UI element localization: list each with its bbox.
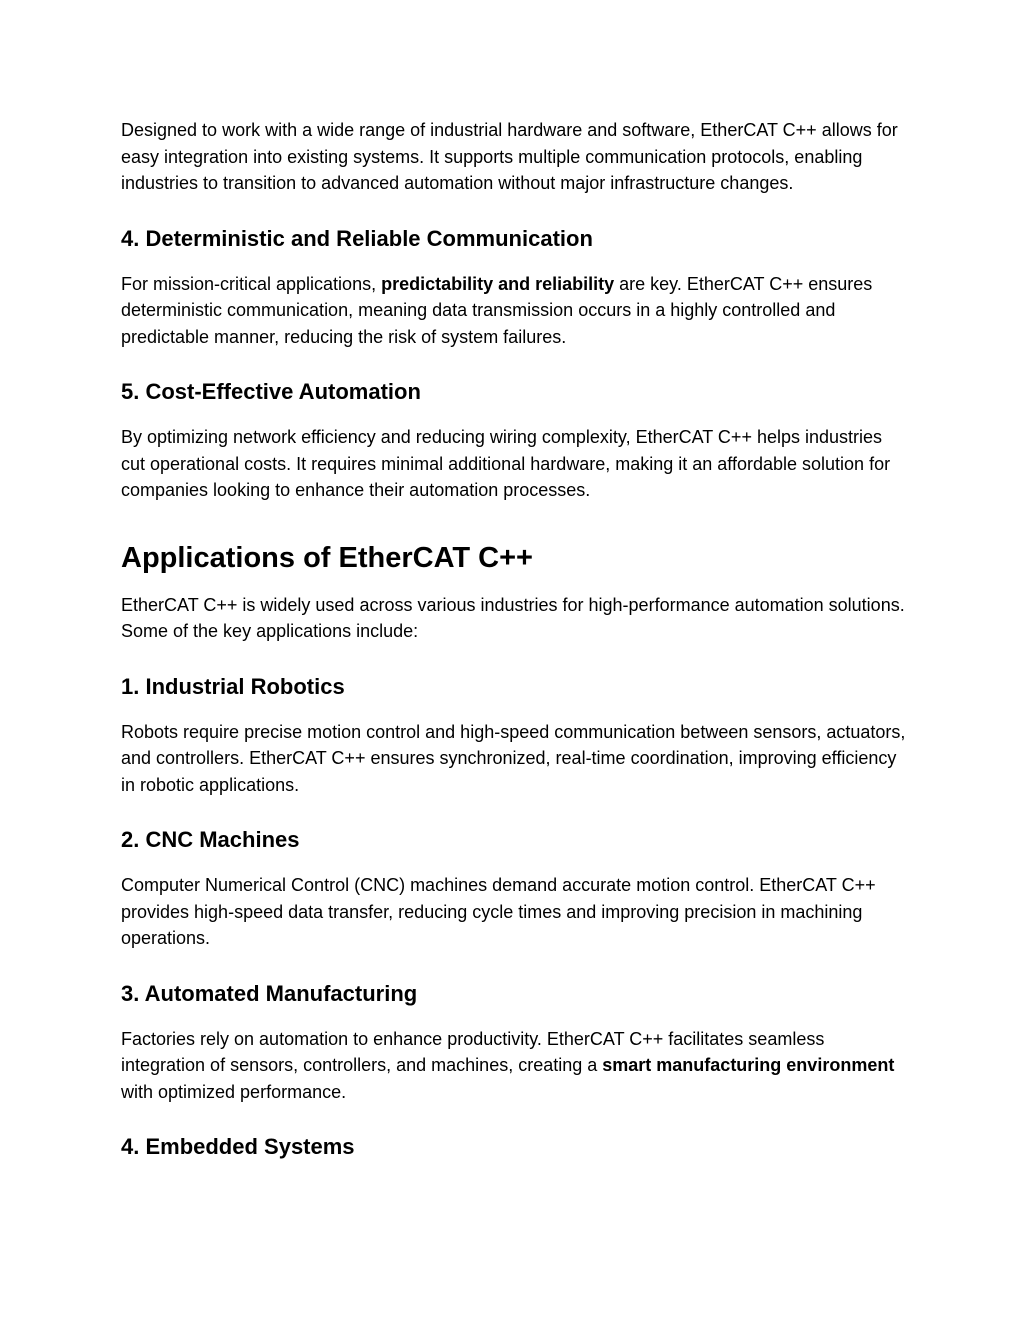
- section-5-paragraph: By optimizing network efficiency and reducing wiring complexity, EtherCAT C++ helps industries cut operational costs. It requires minimal additional hardware, making it an affordable solution for companies looking to enhance their automation processes.: [121, 427, 891, 500]
- section-5-heading: 5. Cost-Effective Automation: [121, 379, 421, 404]
- document-page: [121, 117, 911, 1161]
- cnc-heading: 2. CNC Machines: [121, 827, 300, 852]
- manufacturing-paragraph: [121, 1026, 911, 1106]
- manufacturing-heading: 3. Automated Manufacturing: [121, 980, 418, 1006]
- section-4-heading: 4. Deterministic and Reliable Communication: [121, 225, 593, 251]
- section-4-text-start: For mission-critical applications,: [121, 273, 382, 294]
- section-4-bold-text: predictability and reliability: [381, 273, 615, 294]
- applications-intro: EtherCAT C++ is widely used across various industries for high-performance automation solutions. Some of the key applications include:: [121, 594, 905, 641]
- manufacturing-text-end: with optimized performance.: [121, 1081, 347, 1102]
- embedded-heading: 4. Embedded Systems: [121, 1134, 355, 1159]
- manufacturing-bold-text: smart manufacturing environment: [602, 1055, 895, 1075]
- applications-heading: Applications of EtherCAT C++: [121, 541, 533, 574]
- robotics-paragraph: Robots require precise motion control and high-speed communication between sensors, actuators, and controllers. EtherCAT C++ ensures synchronized, real-time coordination, improving efficiency in robotic applications.: [121, 721, 906, 795]
- cnc-paragraph: Computer Numerical Control (CNC) machines demand accurate motion control. EtherCAT C++ provides high-speed data transfer, reducing cycle times and improving precision in machining operations.: [121, 875, 876, 948]
- section-4-paragraph: [121, 271, 911, 351]
- section-4-text-end: are key. EtherCAT C++ ensures deterministic communication, meaning data transmission occurs in a highly controlled and predictable manner, reducing the risk of system failures.: [121, 273, 873, 347]
- manufacturing-text-start: Factories rely on automation to enhance productivity. EtherCAT C++ facilitates seamless integration of sensors, controllers, and machines, creating a: [121, 1028, 825, 1075]
- robotics-heading: 1. Industrial Robotics: [121, 673, 345, 699]
- intro-paragraph: Designed to work with a wide range of industrial hardware and software, EtherCAT C++ allows for easy integration into existing systems. It supports multiple communication protocols, enabling industries to transition to advanced automation without major infrastructure changes.: [121, 120, 898, 193]
